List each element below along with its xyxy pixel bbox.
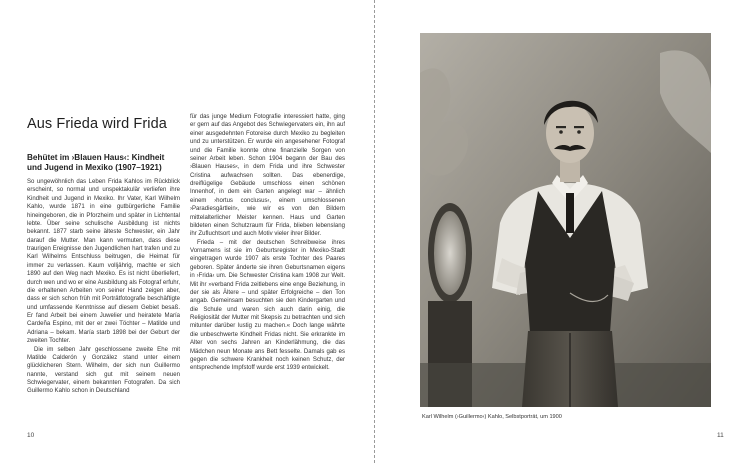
portrait-photo xyxy=(420,33,711,407)
text-column-right xyxy=(190,113,345,413)
portrait-illustration xyxy=(420,33,711,407)
paragraph: Frieda – mit der deutschen Schreibweise ihres Vornamens ist sie im Geburtsregister in Mexiko-Stadt eingetragen wurde 1907 als erste Tochter des Paares geboren. Später änderte sie ihren Geburtsnamen eigens in ›Frida‹ um. Die Schwester Cristina kam 1908 zur Welt. Mit ihr »verband Frida zeitlebens eine enge Beziehung, in der sie als Ältere – und später Erfolgreiche – den Ton angab. Gemeinsam besuchten sie den Kindergarten und die Schule und waren sich auch darin einig, die Religiosität der Mutter mit Skepsis zu betrachten und sich mitunter darüber lustig zu machen.« Doch lange währte die unbeschwerte Kindheit Fridas nicht. Sie erkrankte im Alter von sechs Jahren an Kinderlähmung, die das Mädchen neun Monate ans Bett fesselte. Damals gab es gegen die schwere Krankheit noch keinen Schutz, der entsprechende Impfstoff wurde erst 1939 entwickelt. xyxy=(190,239,345,372)
paragraph: So ungewöhnlich das Leben Frida Kahlos im Rückblick erscheint, so normal und unspektakulär verliefen ihre Kindheit und Jugend in Mexiko. Ihr Vater, Karl Wilhelm Kahlo, wurde 1871 in eine gutbürgerliche Familie hineingeboren, die in Pforzheim und später in Lichtental lebte. Über seine schulische Ausbildung ist nichts bekannt. 1877 starb seine älteste Schwester, ein Jahr darauf die Mutter. Man kann vermuten, dass diese traurigen Ereignisse den Jugendlichen hart trafen und zu Karl Wilhelms Entschluss beitrugen, die Heimat für immer zu verlassen. Kaum volljährig, machte er sich 1890 auf den Weg nach Mexiko. Es ist nicht überliefert, durch wen und wo er eine Ausbildung als Fotograf erfuhr, die erhaltenen Arbeiten von seiner Hand zeigen aber, dass er sich schon früh mit Porträtfotografie beschäftigte und umfassende Kenntnisse auf diesem Gebiet besaß. Er fand Arbeit bei einem Juwelier und heiratete María Cardeña Espino, mit der er zwei Töchter – Matilde und Adriana – bekam. María starb 1898 bei der Geburt der zweiten Tochter. xyxy=(27,179,180,345)
paragraph: Die im selben Jahr geschlossene zweite Ehe mit Matilde Calderón y González stand unter einem glücklicheren Stern. Wilhelm, der sich nun Guillermo nannte, verstand sich gut mit seinem neuen Schwiegervater, einem bekannten Fotografen. Da sich Guillermo Kahlo schon in Deutschland xyxy=(27,346,180,395)
photo-caption: Karl Wilhelm (›Guillermo‹) Kahlo, Selbstporträt, um 1900 xyxy=(422,414,562,420)
chapter-title: Aus Frieda wird Frida xyxy=(27,116,167,132)
text-column-left xyxy=(27,178,180,413)
page-number-left: 10 xyxy=(27,432,35,439)
page-number-right: 11 xyxy=(717,432,724,439)
page-fold-divider xyxy=(374,0,375,463)
section-heading: Behütet im ›Blauen Haus‹: Kindheit und Jugend in Mexiko (1907–1921) xyxy=(27,153,165,172)
paragraph: für das junge Medium Fotografie interessiert hatte, ging er gern auf das Angebot des Schwiegervaters ein, ihn auf einer ausgedehnten Fotoreise durch Mexiko zu begleiten und zu unterstützen. Er wurde ein angesehener Fotograf und die Familie konnte ohne finanzielle Sorgen von seiner Arbeit leben. Schon 1904 begann der Bau des ›Blauen Hauses‹, in dem Frida und ihre Schwester Cristina aufwachsen sollten. Das ebenerdige, dreiflügelige Gebäude umschloss einen schönen Innenhof, in dem ein Garten angelegt war – ähnlich einem ›hortus conclusus‹, einem umschlossenen ›Paradiesgärtlein‹, wie wir es von den Bildern mittelalterlicher Meister kennen. Haus und Garten bildeten einen Schutzraum für Frida, blieben lebenslang ihr Zufluchtsort und auch Motiv vieler ihrer Bilder. xyxy=(190,114,345,238)
